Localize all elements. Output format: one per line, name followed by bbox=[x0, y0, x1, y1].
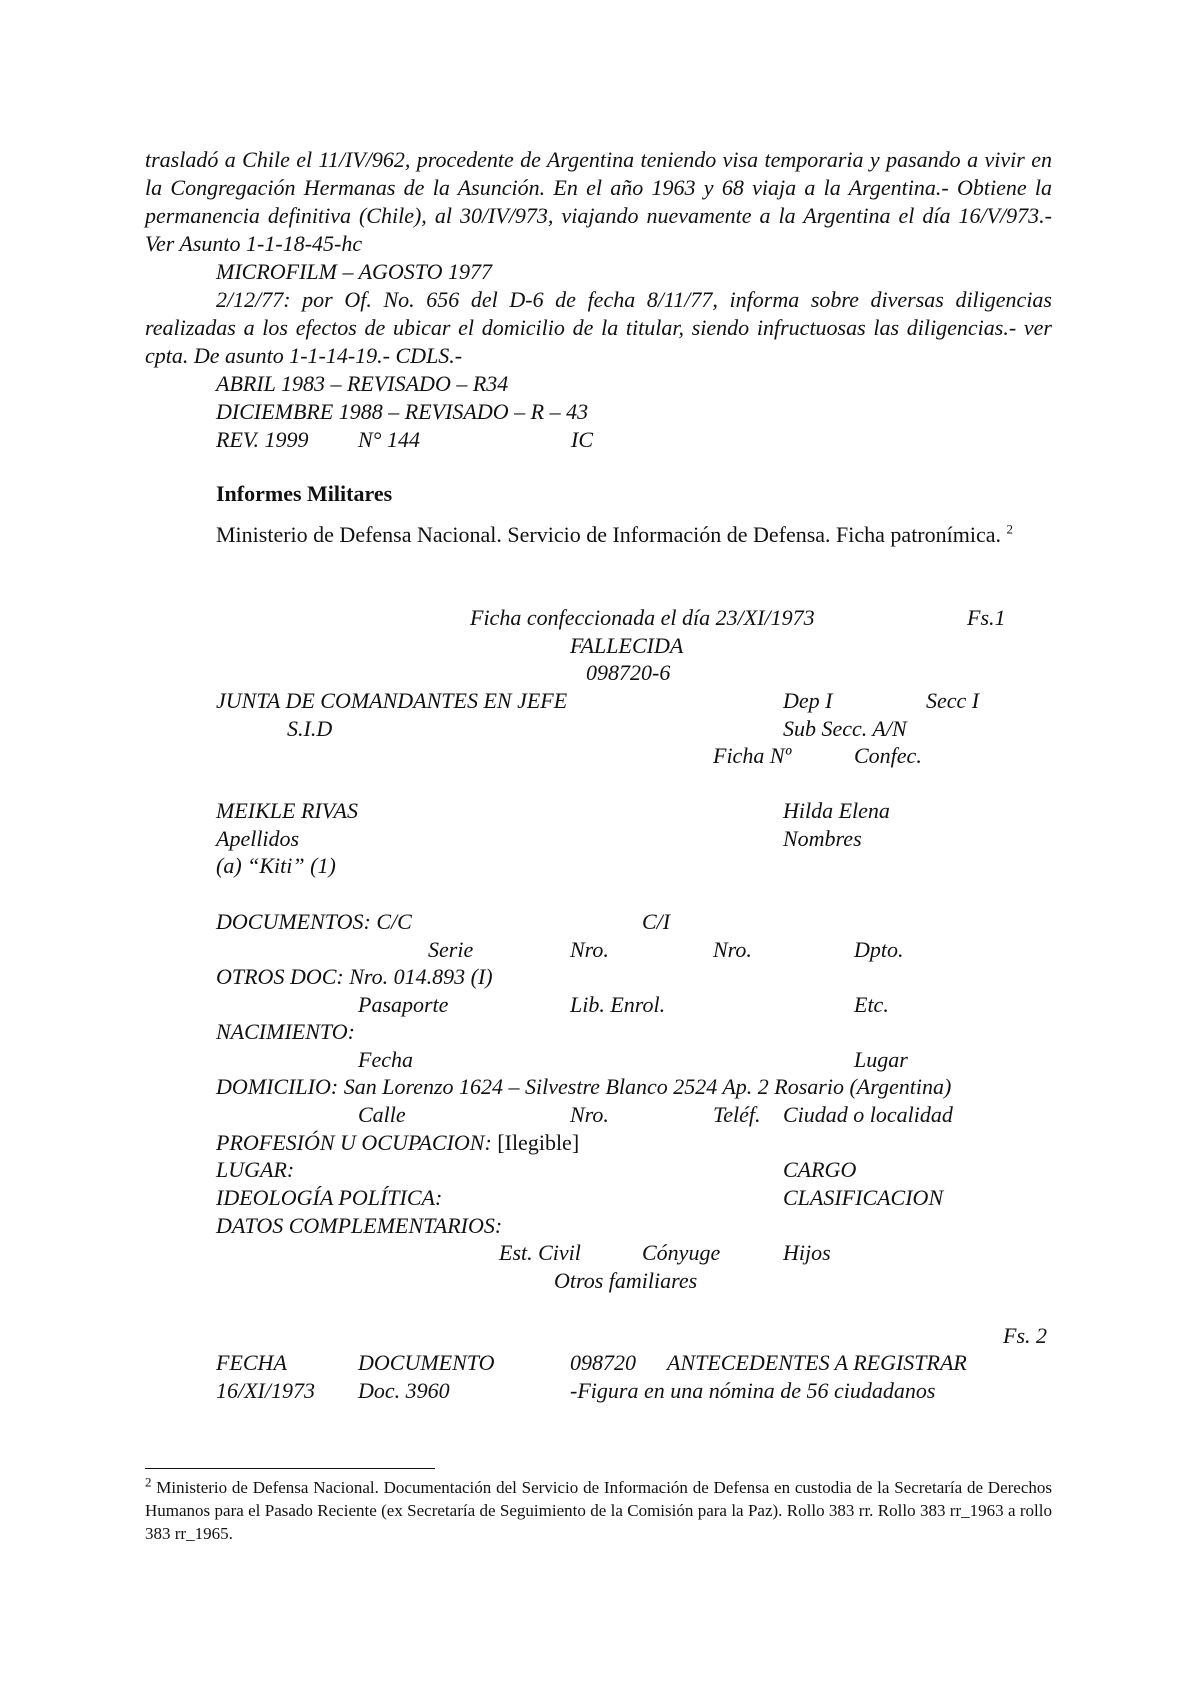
footnote-separator bbox=[145, 1468, 435, 1469]
col-fecha: FECHA bbox=[216, 1350, 287, 1375]
lugar-label: Lugar bbox=[854, 1047, 908, 1072]
footnote bbox=[145, 1476, 1052, 1545]
folio-1: Fs.1 bbox=[967, 605, 1006, 630]
apellidos-label: Apellidos bbox=[216, 826, 300, 851]
nro-label-2: Nro. bbox=[713, 937, 752, 962]
ficha-no-label: Ficha Nº bbox=[713, 743, 792, 768]
nombres-label: Nombres bbox=[783, 826, 862, 851]
lib-enrol-label: Lib. Enrol. bbox=[570, 992, 666, 1017]
revision-1999-code: IC bbox=[571, 427, 593, 452]
ci-label: C/I bbox=[642, 909, 671, 934]
revision-1999-number: N° 144 bbox=[358, 427, 420, 452]
fecha-label: Fecha bbox=[358, 1047, 413, 1072]
nro-label-1: Nro. bbox=[570, 937, 609, 962]
confec-label: Confec. bbox=[854, 743, 922, 768]
hijos-label: Hijos bbox=[783, 1240, 831, 1265]
clasificacion-label: CLASIFICACION bbox=[783, 1185, 944, 1210]
secc-label: Secc I bbox=[926, 688, 980, 713]
calle-label: Calle bbox=[358, 1102, 406, 1127]
ficha-confeccionada: Ficha confeccionada el día 23/XI/1973 bbox=[470, 605, 815, 630]
footnote-ref: 2 bbox=[1006, 521, 1013, 537]
profesion-line bbox=[216, 1129, 579, 1157]
intro-paragraph bbox=[145, 521, 1052, 549]
subsecc-label: Sub Secc. A/N bbox=[783, 716, 907, 741]
microfilm-line: MICROFILM – AGOSTO 1977 bbox=[216, 259, 493, 284]
row-documento: Doc. 3960 bbox=[358, 1378, 450, 1403]
profesion-label: PROFESIÓN U OCUPACION: bbox=[216, 1130, 492, 1155]
ficha-numero: 098720-6 bbox=[586, 660, 671, 685]
apellidos-value: MEIKLE RIVAS bbox=[216, 798, 358, 823]
nombres-value: Hilda Elena bbox=[783, 798, 890, 823]
paragraph-diligencias: 2/12/77: por Of. No. 656 del D-6 de fecha 8/11/77, informa sobre diversas diligencias realizadas a los efectos de ubicar el domicilio de la titular, siendo infructuosas las diligencias.- ver cpta. De asunto 1-1-14-19.- CDLS.- bbox=[145, 287, 1052, 368]
ciudad-label: Ciudad o localidad bbox=[783, 1102, 953, 1127]
documentos-label: DOCUMENTOS: C/C bbox=[216, 909, 412, 934]
status-fallecida: FALLECIDA bbox=[570, 633, 684, 658]
etc-label: Etc. bbox=[854, 992, 889, 1017]
footnote-number: 2 bbox=[145, 1474, 152, 1490]
row-antecedentes: -Figura en una nómina de 56 ciudadanos bbox=[570, 1378, 936, 1403]
nro-label-3: Nro. bbox=[570, 1102, 609, 1127]
footnote-text: Ministerio de Defensa Nacional. Documentación del Servicio de Información de Defensa en custodia de la Secretaría de Derechos Humanos para el Pasado Reciente (ex Secretaría de Seguimiento de la Comisión para la Paz). Rollo 383 rr. Rollo 383 rr_1963 a rollo 383 rr_1965. bbox=[145, 1478, 1052, 1543]
ideologia-label: IDEOLOGÍA POLÍTICA: bbox=[216, 1185, 443, 1210]
paragraph-traslado: trasladó a Chile el 11/IV/962, procedente de Argentina teniendo visa temporaria y pasando a vivir en la Congregación Hermanas de la Asunción. En el año 1963 y 68 viaja a la Argentina.- Obtiene la permanencia definitiva (Chile), al 30/IV/973, viajando nuevamente a la Argentina el día 16/V/973.- Ver Asunto 1-1-18-45-hc bbox=[145, 147, 1052, 256]
section-heading: Informes Militares bbox=[216, 481, 393, 506]
otros-familiares-label: Otros familiares bbox=[554, 1268, 698, 1293]
alias-value: (a) “Kiti” (1) bbox=[216, 853, 336, 878]
telef-label: Teléf. bbox=[713, 1102, 761, 1127]
dep-label: Dep I bbox=[783, 688, 833, 713]
folio-2: Fs. 2 bbox=[1003, 1323, 1047, 1348]
revision-1999: REV. 1999 bbox=[216, 427, 309, 452]
serie-label: Serie bbox=[428, 937, 474, 962]
nacimiento-label: NACIMIENTO: bbox=[216, 1019, 355, 1044]
datos-label: DATOS COMPLEMENTARIOS: bbox=[216, 1213, 503, 1238]
row-fecha: 16/XI/1973 bbox=[216, 1378, 315, 1403]
col-antecedentes: ANTECEDENTES A REGISTRAR bbox=[667, 1350, 967, 1375]
sid-label: S.I.D bbox=[287, 716, 333, 741]
dpto-label: Dpto. bbox=[854, 937, 904, 962]
revision-1983: ABRIL 1983 – REVISADO – R34 bbox=[216, 371, 509, 396]
junta-label: JUNTA DE COMANDANTES EN JEFE bbox=[216, 688, 568, 713]
col-documento: DOCUMENTO bbox=[358, 1350, 495, 1375]
domicilio-line: DOMICILIO: San Lorenzo 1624 – Silvestre Blanco 2524 Ap. 2 Rosario (Argentina) bbox=[216, 1074, 952, 1099]
est-civil-label: Est. Civil bbox=[499, 1240, 581, 1265]
lugar-2-label: LUGAR: bbox=[216, 1157, 295, 1182]
cargo-label: CARGO bbox=[783, 1157, 857, 1182]
intro-text: Ministerio de Defensa Nacional. Servicio de Información de Defensa. Ficha patronímica. bbox=[216, 522, 1001, 547]
revision-1988: DICIEMBRE 1988 – REVISADO – R – 43 bbox=[216, 399, 589, 424]
col-numero: 098720 bbox=[570, 1350, 636, 1375]
pasaporte-label: Pasaporte bbox=[358, 992, 449, 1017]
otros-doc-line: OTROS DOC: Nro. 014.893 (I) bbox=[216, 964, 493, 989]
conyuge-label: Cónyuge bbox=[642, 1240, 721, 1265]
profesion-value: [Ilegible] bbox=[497, 1130, 580, 1155]
